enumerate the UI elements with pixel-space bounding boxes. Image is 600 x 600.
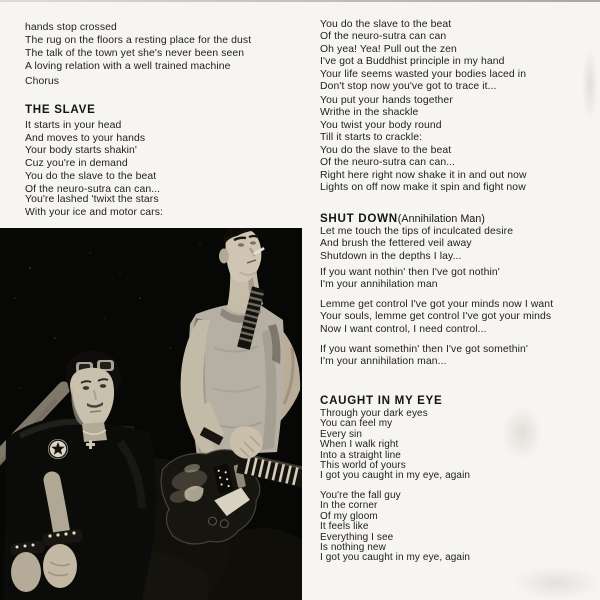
lyric-line: Lights on off now make it spin and fight now — [320, 182, 526, 194]
lyric-line: Of the neuro-sutra can can... — [25, 183, 161, 195]
lyric-line: Let me touch the tips of inculcated desire — [320, 226, 514, 237]
lyrics-stanza-slave-cont-1 — [320, 19, 598, 93]
lyric-line: Your body starts shakin' — [25, 145, 138, 157]
lyric-line: It feels like — [320, 521, 369, 533]
chorus-label: Chorus — [25, 76, 60, 87]
lyric-line: Your souls, lemme get control I've got your minds — [320, 311, 552, 323]
lyric-line: A loving relation with a well trained machine — [25, 61, 231, 72]
lyric-line: And brush the fettered veil away — [320, 238, 472, 250]
lyric-line: Writhe in the shackle — [320, 107, 419, 119]
lyrics-stanza-slave-cont-2 — [320, 95, 598, 169]
lyric-line: The rug on the floors a resting place for the dust — [25, 35, 252, 46]
lyric-line: Don't stop now you've got to trace it... — [320, 81, 497, 93]
shut-down-title-text: SHUT DOWN — [320, 212, 398, 225]
lyric-line: You do the slave to the beat — [320, 19, 452, 30]
lyric-line: I've got a Buddhist principle in my hand — [320, 56, 505, 68]
lyrics-stanza-shutdown-3 — [320, 299, 598, 336]
lyrics-stanza-caught-2 — [320, 491, 598, 564]
lyric-line: I got you caught in my eye, again — [320, 470, 471, 482]
lyrics-stanza-slave-2 — [25, 194, 310, 219]
lyrics-stanza-shutdown-2 — [320, 267, 598, 292]
song-title-caught-in-my-eye: CAUGHT IN MY EYE — [320, 394, 443, 407]
lyric-line: If you want nothin' then I've got nothin' — [320, 267, 500, 278]
lyrics-stanza-slave-1 — [25, 120, 310, 196]
lyric-line: Is nothing new — [320, 542, 386, 554]
lyric-line: Into a straight line — [320, 449, 401, 461]
lyric-line: Till it starts to crackle: — [320, 132, 423, 144]
lyric-line: hands stop crossed — [25, 22, 117, 33]
lyric-line: You're the fall guy — [320, 490, 401, 501]
lyric-line: This world of yours — [320, 460, 406, 472]
lyric-line: You're lashed 'twixt the stars — [25, 194, 159, 205]
lyric-line: Of the neuro-sutra can can — [320, 31, 447, 43]
lyrics-stanza-shutdown-4 — [320, 344, 598, 369]
lyric-line: Through your dark eyes — [320, 408, 428, 419]
lyrics-stanza-caught-1 — [320, 409, 598, 482]
band-photo — [0, 228, 302, 600]
lyric-line: I'm your annihilation man... — [320, 356, 447, 368]
song-title-shut-down — [320, 212, 485, 225]
lyric-line: Now I want control, I need control... — [320, 323, 487, 335]
lyric-line: If you want somethin' then I've got somethin' — [320, 344, 528, 355]
lyric-line: Right here right now shake it in and out now — [320, 170, 527, 181]
lyric-line: I'm your annihilation man — [320, 279, 438, 291]
lyric-line: Of my gloom — [320, 510, 378, 522]
lyrics-stanza-shutdown-1 — [320, 226, 598, 263]
lyric-line: Shutdown in the depths I lay... — [320, 250, 462, 262]
lyric-line: Your life seems wasted your bodies laced in — [320, 68, 527, 80]
lyric-line: You do the slave to the beat — [25, 170, 157, 182]
lyric-line: Every sin — [320, 428, 363, 440]
lyrics-stanza-intro — [25, 21, 310, 73]
lyric-line: You put your hands together — [320, 95, 453, 106]
lyric-line: I got you caught in my eye, again — [320, 552, 471, 564]
scan-edge-artifact — [0, 0, 600, 2]
lyric-line: Lemme get control I've got your minds now I want — [320, 299, 554, 310]
lyrics-stanza-slave-cont-3 — [320, 170, 598, 195]
band-photo-illustration — [0, 228, 302, 600]
lyric-line: You twist your body round — [320, 119, 442, 131]
shut-down-subtitle: (Annihilation Man) — [397, 213, 485, 225]
lyric-line: It starts in your head — [25, 120, 122, 131]
lyric-line: Oh yea! Yea! Pull out the zen — [320, 43, 457, 55]
lyric-line: Cuz you're in demand — [25, 158, 128, 170]
lyric-line: You can feel my — [320, 418, 393, 430]
lyric-line: In the corner — [320, 500, 378, 512]
lyric-line: Of the neuro-sutra can can... — [320, 157, 456, 169]
lyric-line: Everything I see — [320, 531, 394, 543]
lyric-line: You do the slave to the beat — [320, 144, 452, 156]
scan-smudge — [514, 566, 600, 600]
song-title-the-slave: THE SLAVE — [25, 103, 96, 116]
lyric-line: With your ice and motor cars: — [25, 206, 164, 218]
lyric-line: The talk of the town yet she's never been seen — [25, 48, 245, 59]
lyric-line: When I walk right — [320, 439, 399, 451]
lyric-line: And moves to your hands — [25, 132, 146, 144]
